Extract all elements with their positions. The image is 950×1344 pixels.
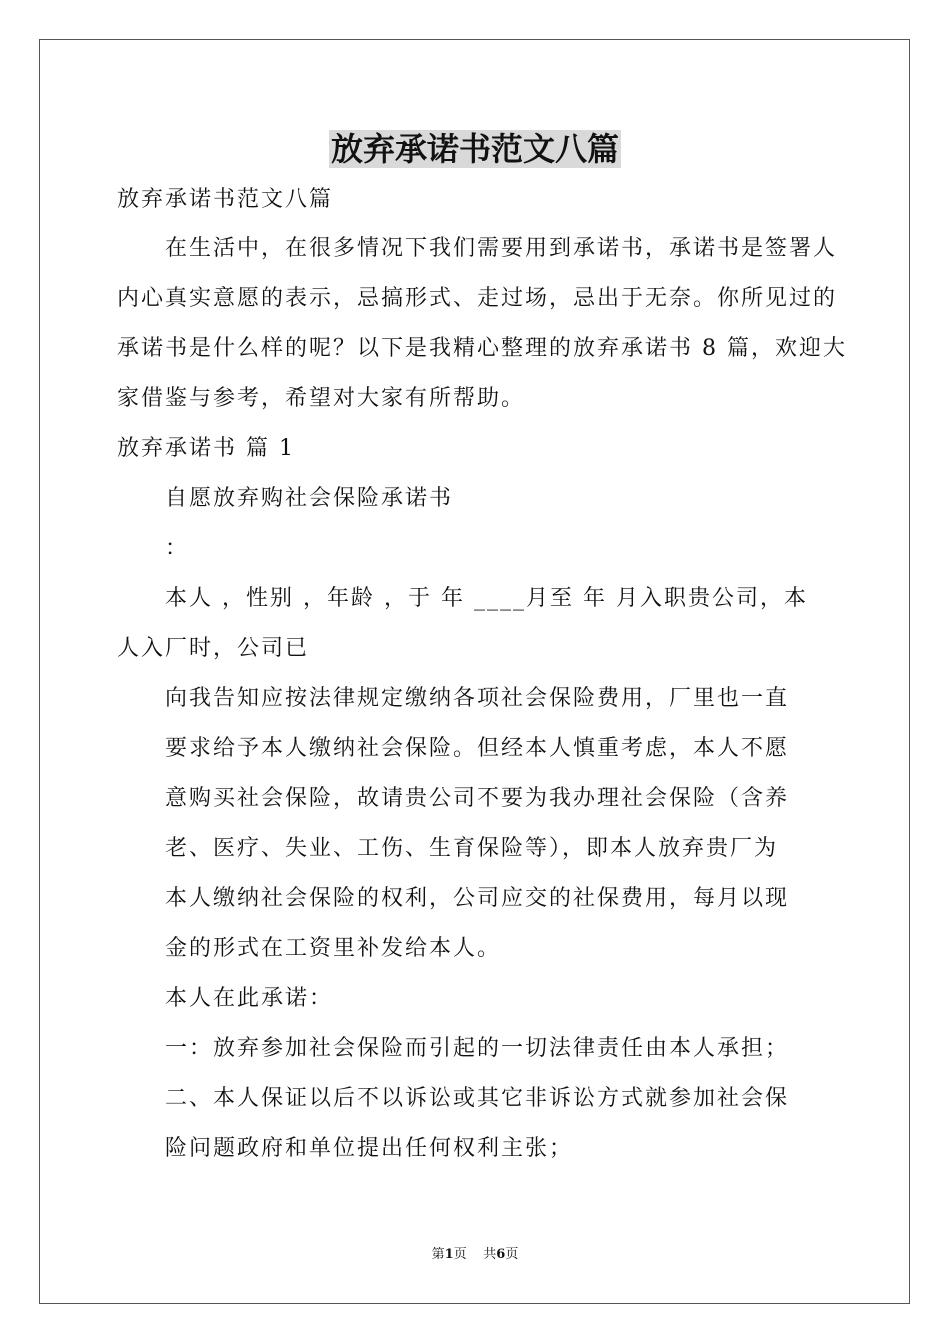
body-line: 本人 ，性别 ，年龄 ，于 年 ____月至 年 月入职贵公司，本 [165,586,808,611]
body-line: 本人在此承诺： [165,986,334,1011]
total-pages: 6 [496,1247,506,1262]
body-line: 险问题政府和单位提出任何权利主张； [165,1136,574,1161]
total-label: 共 [483,1247,497,1262]
body-line: 人入厂时，公司已 [117,636,310,661]
body-line: ： [165,536,190,561]
page-border [39,39,910,1304]
document-title: 放弃承诺书范文八篇 [330,130,619,168]
body-line: 本人缴纳社会保险的权利，公司应交的社保费用，每月以现 [165,886,790,911]
body-line: 家借鉴与参考，希望对大家有所帮助。 [117,386,526,411]
body-line: 老、医疗、失业、工伤、生育保险等），即本人放弃贵厂为 [165,836,779,861]
page-unit: 页 [453,1247,467,1262]
subtitle-line: 放弃承诺书范文八篇 [117,187,334,212]
page-label: 第 [431,1247,445,1262]
body-line: 自愿放弃购社会保险承诺书 [165,486,454,511]
body-line: 一：放弃参加社会保险而引起的一切法律责任由本人承担； [165,1036,790,1061]
body-line: 要求给予本人缴纳社会保险。但经本人慎重考虑，本人不愿 [165,736,790,761]
body-line: 金的形式在工资里补发给本人。 [165,936,502,961]
body-line: 内心真实意愿的表示，忌搞形式、走过场，忌出于无奈。你所见过的 [117,286,838,311]
page-number: 1 [444,1247,454,1262]
body-line: 向我告知应按法律规定缴纳各项社会保险费用，厂里也一直 [165,686,790,711]
page-footer [0,1245,950,1265]
section-heading: 放弃承诺书 篇 1 [117,436,295,461]
body-line: 在生活中，在很多情况下我们需要用到承诺书，承诺书是签署人 [165,236,838,261]
body-line: 二、本人保证以后不以诉讼或其它非诉讼方式就参加社会保 [165,1086,790,1111]
body-line: 承诺书是什么样的呢？以下是我精心整理的放弃承诺书 8 篇，欢迎大 [117,336,847,361]
body-line: 意购买社会保险，故请贵公司不要为我办理社会保险（含养 [165,786,790,811]
total-unit: 页 [505,1247,519,1262]
